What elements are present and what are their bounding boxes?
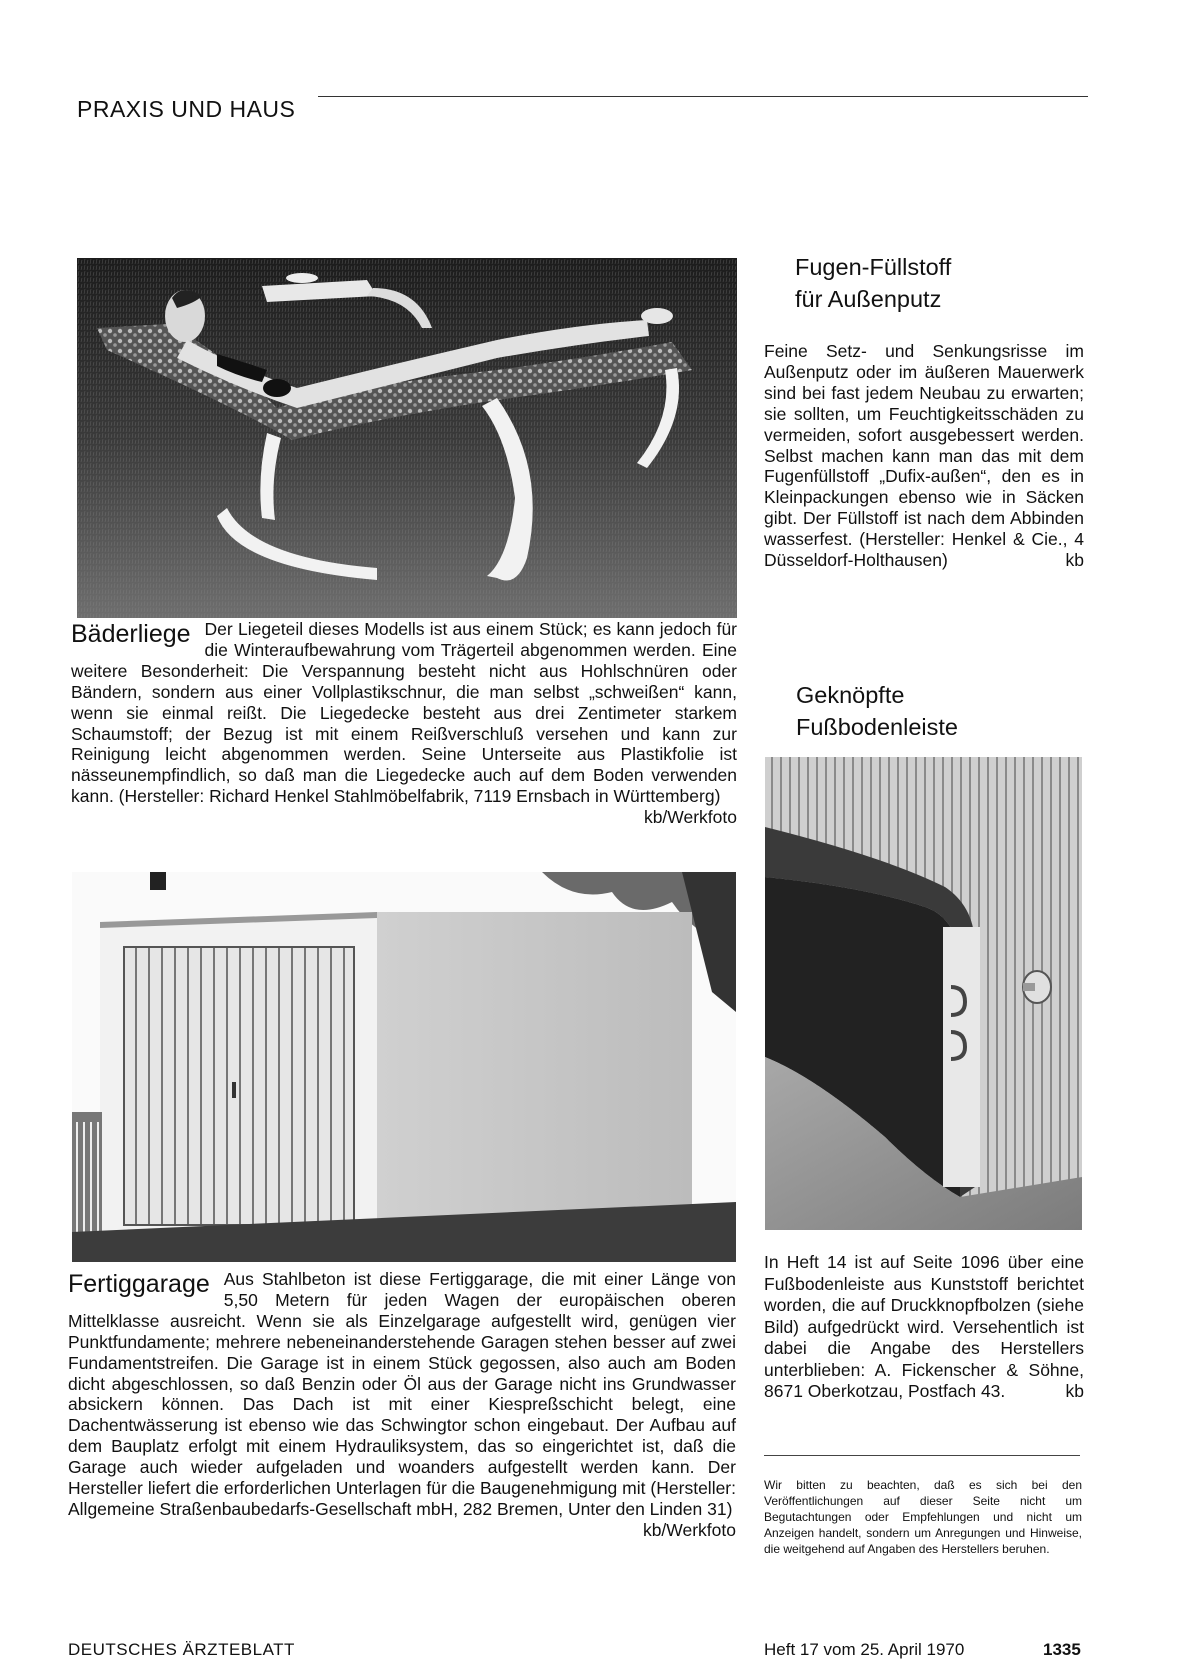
garage-credit: kb/Werkfoto (642, 1519, 736, 1540)
skirting-heading (796, 679, 958, 743)
issue-info: Heft 17 vom 25. April 1970 (764, 1640, 965, 1659)
garage-heading: Fertiggarage (68, 1270, 210, 1298)
skirting-heading-line2: Fußbodenleiste (796, 714, 958, 740)
skirting-credit: kb (1065, 1381, 1084, 1401)
filler-heading (795, 251, 951, 315)
page-number: 1335 (1043, 1640, 1081, 1659)
lounger-body: Der Liegeteil dieses Modells ist aus einem Stück; es kann jedoch für die Winteraufbewahrung vom Trägerteil abgenommen werden. Eine weitere Besonderheit: Die Verspannung besteht nicht aus Hohlschnüren oder Bändern, sondern aus einer Vollplastikschnur, die man selbst „schweißen“ kann, wenn sie einmal reißt. Die Liegedecke besteht aus drei Zentimeter starkem Schaumstoff; der Bezug ist mit einem Reißverschluß versehen und kann zur Reinigung leicht abgenommen werden. Seine Unterseite aus Plastikfolie ist nässeunempfindlich, so daß man die Liegedecke auch auf dem Boden verwenden kann. (Hersteller: Richard Henkel Stahlmöbelfabrik, 7119 Ernsbach in Württemberg) (71, 619, 737, 807)
lounger-heading: Bäderliege (71, 620, 191, 648)
section-title: PRAXIS UND HAUS (77, 96, 296, 122)
filler-credit: kb (1065, 550, 1084, 571)
note-rule (764, 1455, 1080, 1456)
garage-body: Aus Stahlbeton ist diese Fertiggarage, die mit einer Länge von 5,50 Metern für jeden Wagen der europäischen oberen Mittelklasse ausreicht. Wenn sie als Einzelgarage aufgestellt wird, genügen vier Punktfundamente; mehrere nebeneinanderstehende Garagen stehen besser auf zwei Fundamentstreifen. Die Garage ist in einem Stück gegossen, also auch am Boden dicht abgeschlossen, so daß Benzin oder Öl aus der Garage nicht ins Grundwasser absickern können. Das Dach ist mit einer Kiespreßschicht belegt, eine Dachentwässerung ist ebenso wie das Schwingtor schon eingebaut. Der Aufbau auf dem Bauplatz erfolgt mit einem Hydrauliksystem, das so eingerichtet ist, daß die Garage auch wieder aufgeladen und woanders aufgestellt werden kann. Der Hersteller liefert die erforderlichen Unterlagen für die Baugenehmigung mit (Hersteller: Allgemeine Straßenbaubedarfs-Gesellschaft mbH, 282 Bremen, Unter den Linden 31) (68, 1269, 736, 1519)
filler-heading-line2: für Außenputz (795, 286, 942, 312)
lounger-photo (77, 258, 737, 618)
header-rule (318, 96, 1088, 97)
disclaimer-note: Wir bitten zu beachten, daß es sich bei den Veröffentlichungen auf dieser Seite nicht um Begutachtungen oder Empfehlungen und nicht um Anzeigen handelt, sondern um Anregungen und Hinweise, die weitgehend auf Angaben des Herstellers beruhen. (764, 1478, 1082, 1556)
lounger-article (71, 619, 737, 828)
garage-article (68, 1269, 736, 1541)
skirting-heading-line1: Geknöpfte (796, 682, 905, 708)
filler-heading-line1: Fugen-Füllstoff (795, 254, 952, 280)
journal-name: DEUTSCHES ÄRZTEBLATT (68, 1640, 295, 1659)
garage-photo (72, 872, 736, 1262)
filler-body: Feine Setz- und Senkungsrisse im Außenputz oder im äußeren Mauerwerk sind bei fast jedem Neubau zu erwarten; sie sollten, um Feuchtigkeitsschäden zu vermeiden, sofort ausgebessert werden. Selbst machen kann man das mit dem Fugenfüllstoff „Dufix-außen“, den es in Kleinpackungen ebenso wie in Säcken gibt. Der Füllstoff ist nach dem Abbinden wasserfest. (Hersteller: Henkel & Cie., 4 Düsseldorf-Holthausen) (764, 341, 1084, 571)
skirting-body: In Heft 14 ist auf Seite 1096 über eine Fußbodenleiste aus Kunststoff berichtet worden, die auf Druckknopfbolzen (siehe Bild) aufgedrückt wird. Versehentlich ist dabei die Angabe des Herstellers unterblieben: A. Fickenscher & Söhne, 8671 Oberkotzau, Postfach 43. (764, 1252, 1084, 1401)
skirting-article (764, 1252, 1084, 1403)
filler-article (764, 341, 1084, 571)
lounger-credit: kb/Werkfoto (643, 807, 737, 828)
skirting-photo (765, 757, 1082, 1230)
